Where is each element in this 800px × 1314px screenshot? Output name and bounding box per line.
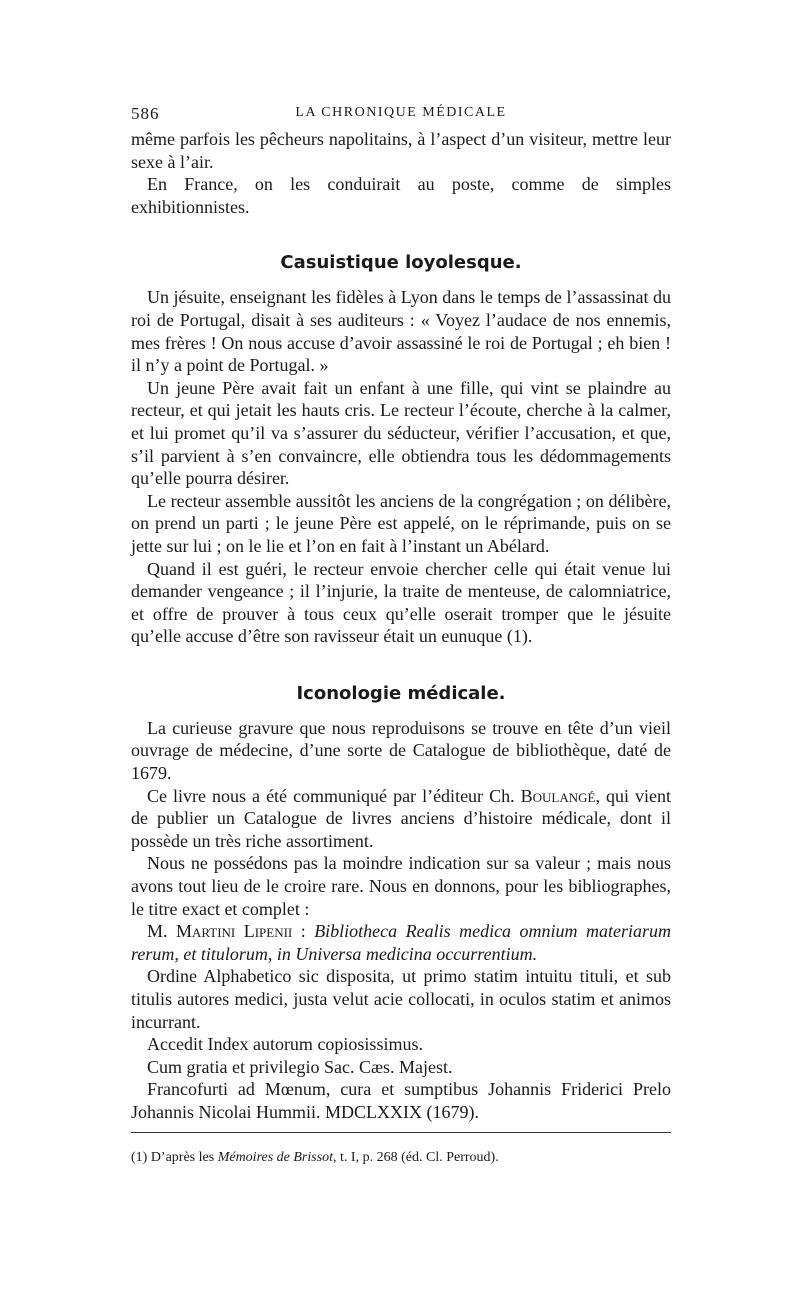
title-separator: : bbox=[292, 921, 315, 942]
page-content bbox=[131, 104, 671, 1124]
section-heading-iconologie: Iconologie médicale. bbox=[296, 682, 506, 704]
running-title: LA CHRONIQUE MÉDICALE bbox=[295, 105, 507, 120]
section2-paragraph-5: Ordine Alphabetico sic disposita, ut primo statim intuitu tituli, et sub titulis autores medici, justa velut acie collocati, in oculos statim et animos incurrant. bbox=[131, 966, 671, 1032]
book-title-paragraph bbox=[131, 920, 671, 965]
section1-paragraph-3: Le recteur assemble aussitôt les anciens de la congrégation ; on délibère, on prend un parti ; le jeune Père est appelé, on le réprimande, puis on se jette sur lui ; on le lie et l’on en fait à l’instant un Abélard. bbox=[131, 490, 671, 556]
page-number: 586 bbox=[131, 104, 160, 123]
section2-paragraph-1: La curieuse gravure que nous reproduisons se trouve en tête d’un vieil ouvrage de médecine, d’une sorte de Catalogue de bibliothèque, daté de 1679. bbox=[131, 717, 671, 784]
author-name: Martini Lipenii bbox=[175, 921, 293, 942]
footnote bbox=[131, 1149, 671, 1167]
section1-paragraph-2: Un jeune Père avait fait un enfant à une fille, qui vint se plaindre au recteur, et qui jetait les hauts cris. Le recteur l’écoute, cherche à la calmer, et lui promet qu’il va s’assurer du séducteur, vérifier l’accusation, et que, s’il parvient à s’en convaincre, elle obtiendra tous les dédommagements qu’elle pourra désirer. bbox=[131, 377, 671, 489]
page-header bbox=[131, 104, 671, 128]
section2-paragraph-3: Nous ne possédons pas la moindre indication sur sa valeur ; mais nous avons tout lieu de le croire rare. Nous en donnons, pour les bibliographes, le titre exact et complet : bbox=[131, 853, 671, 919]
intro-paragraph-continued: même parfois les pêcheurs napolitains, à l’aspect d’un visiteur, mettre leur sexe à l’air. bbox=[131, 129, 671, 172]
footnote-rule bbox=[131, 1132, 671, 1133]
publisher-name: Boulangé bbox=[520, 785, 596, 806]
author-prefix: M. bbox=[147, 921, 176, 942]
section-heading-casuistique: Casuistique loyolesque. bbox=[280, 252, 522, 274]
footnote-rest: , t. I, p. 268 (éd. Cl. Perroud). bbox=[333, 1150, 499, 1165]
section2-paragraph-2 bbox=[131, 785, 671, 853]
footnote-marker: (1) D’après les bbox=[131, 1150, 218, 1165]
book-title: Bibliotheca Realis medica omnium materiarum rerum, et titulorum, in Universa medicina occurrentium. bbox=[131, 921, 671, 964]
section1-paragraph-4: Quand il est guéri, le recteur envoie chercher celle qui était venue lui demander vengeance ; il l’injurie, la traite de menteuse, de calomniatrice, et offre de prouver à tous ceux qu’elle oserait tromper que le jésuite qu’elle accuse d’être son ravisseur était un eunuque (1). bbox=[131, 558, 671, 647]
intro-paragraph: En France, on les conduirait au poste, comme de simples exhibitionnistes. bbox=[131, 174, 671, 217]
section1-paragraph-1: Un jésuite, enseignant les fidèles à Lyon dans le temps de l’assassinat du roi de Portugal, disait à ses auditeurs : « Voyez l’audace de nos ennemis, mes frères ! On nous accuse d’avoir assassiné le roi de Portugal ; eh bien ! il n’y a point de Portugal. » bbox=[131, 287, 671, 376]
section2-paragraph-6: Accedit Index autorum copiosissimus. bbox=[147, 1034, 423, 1055]
section2-paragraph-8: Francofurti ad Mœnum, cura et sumptibus Johannis Friderici Prelo Johannis Nicolai Hummii. MDCLXXIX (1679). bbox=[131, 1079, 671, 1122]
footnote-work: Mémoires de Brissot bbox=[217, 1150, 334, 1165]
section2-paragraph-7: Cum gratia et privilegio Sac. Cæs. Majest. bbox=[147, 1056, 453, 1077]
p2-text-after: , qui vient de publier un Catalogue de livres anciens d’histoire médicale, dont il possède un très riche assortiment. bbox=[131, 785, 671, 851]
p2-text-before: Ce livre nous a été communiqué par l’éditeur Ch. bbox=[147, 785, 521, 806]
